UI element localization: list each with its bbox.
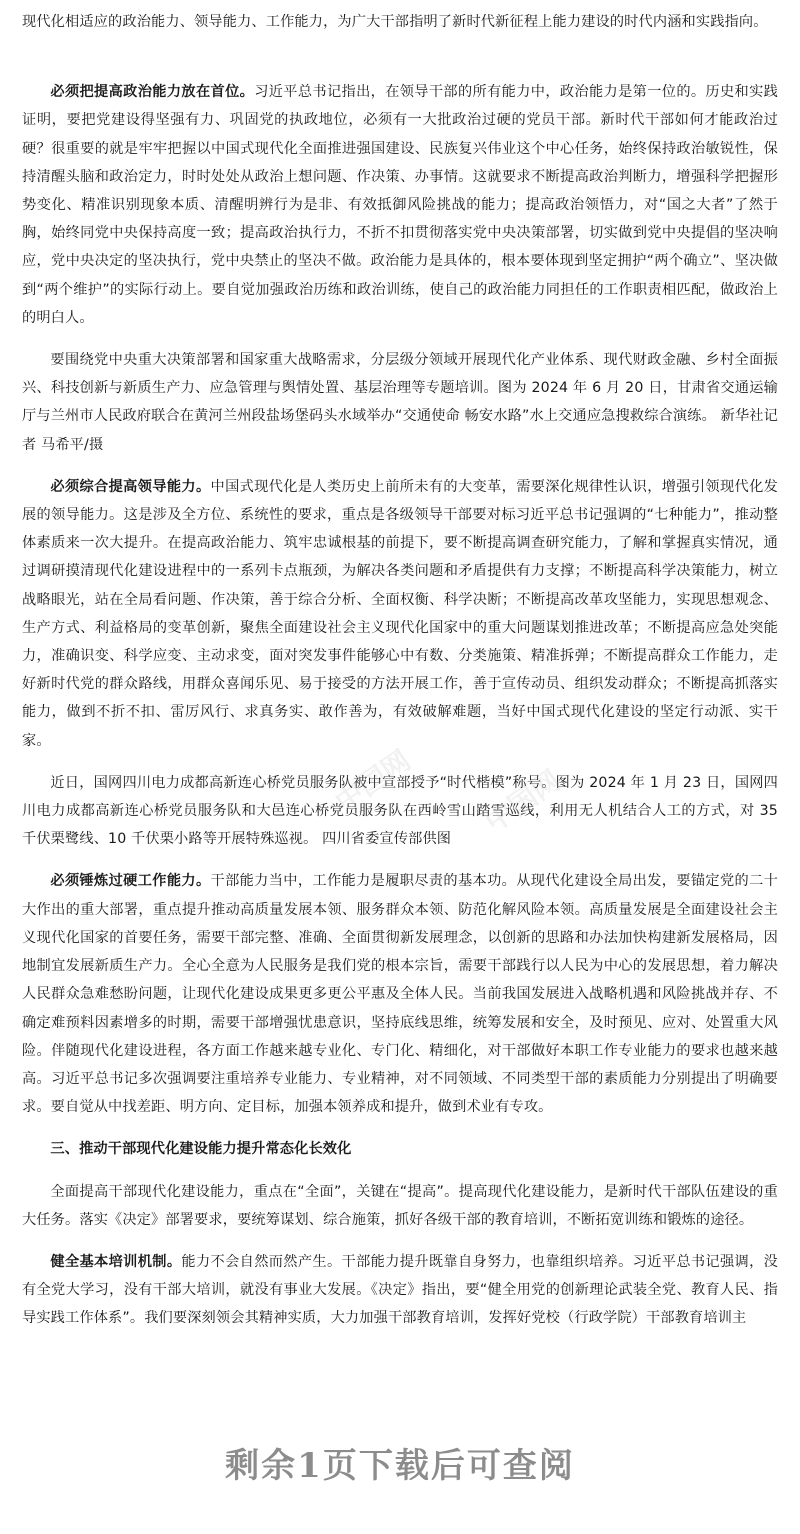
paragraph-comprehensive-improvement	[22, 1178, 778, 1234]
paragraph-text: 干部能力当中，工作能力是履职尽责的基本功。从现代化建设全局出发，要锚定党的二十大作出的重大部署，重点提升推动高质量发展本领、服务群众本领、防范化解风险本领。高质量发展是全面建设社会主义现代化国家的首要任务，需要干部完整、准确、全面贯彻新发展理念，以创新的思路和办法加快构建新发展格局，因地制宜发展新质生产力。全心全意为人民服务是我们党的根本宗旨，需要干部践行以人民为中心的发展思想，着力解决人民群众急难愁盼问题，让现代化建设成果更多更公平惠及全体人民。当前我国发展进入战略机遇和风险挑战并存、不确定难预料因素增多的时期，需要干部增强忧患意识，坚持底线思维，统筹发展和安全，及时预见、应对、处置重大风险。伴随现代化建设进程，各方面工作越来越专业化、专门化、精细化，对干部做好本职工作专业能力的要求也越来越高。习近平总书记多次强调要注重培养专业能力、专业精神，对不同领域、不同类型干部的素质能力分别提出了明确要求。要自觉从中找差距、明方向、定目标，加强本领养成和提升，做到术业有专攻。	[22, 873, 778, 1116]
caption-text: 近日，国网四川电力成都高新连心桥党员服务队被中宣部授予“时代楷模”称号。图为 2024 年 1 月 23 日，国网四川电力成都高新连心桥党员服务队和大邑连心桥党员服务队在西岭雪山踏雪巡线，利用无人机结合人工的方式，对 35 千伏栗鹭线、10 千伏栗小路等开展特殊巡视。 四川省委宣传部供图	[22, 774, 778, 848]
watermark-logo: 中国网	[328, 743, 417, 819]
paragraph-text: 能力不会自然而然产生。干部能力提升既靠自身努力，也靠组织培养。习近平总书记强调，没有全党大学习，没有干部大培训，就没有事业大发展。《决定》指出，要“健全用党的创新理论武装全党、教育人民、指导实践工作体系”。我们要深刻领会其精神实质，大力加强干部教育培训，发挥好党校（行政学院）干部教育培训主	[22, 1253, 778, 1327]
watermark-logo: 中国网	[478, 763, 567, 839]
article-body	[22, 8, 778, 1333]
photo-caption-sichuan	[22, 769, 778, 854]
paragraph-text: 习近平总书记指出，在领导干部的所有能力中，政治能力是第一位的。历史和实践证明，要把党建设得坚强有力、巩固党的执政地位，必须有一大批政治过硬的党员干部。新时代干部如何才能政治过硬？很重要的就是牢牢把握以中国式现代化全面推进强国建设、民族复兴伟业这个中心任务，始终保持政治敏锐性，保持清醒头脑和政治定力，时时处处从政治上想问题、作决策、办事情。这就要求不断提高政治判断力，增强科学把握形势变化、精准识别现象本质、清醒明辨行为是非、有效抵御风险挑战的能力；提高政治领悟力，对“国之大者”了然于胸，始终同党中央保持高度一致；提高政治执行力，不折不扣贯彻落实党中央决策部署，切实做到党中央提倡的坚决响应，党中央决定的坚决执行，党中央禁止的坚决不做。政治能力是具体的，根本要体现到坚定拥护“两个确立”、坚决做到“两个维护”的实际行动上。要自觉加强政治历练和政治训练，使自己的政治能力同担任的工作职责相匹配，做政治上的明白人。	[22, 84, 778, 326]
paragraph-intro-tail: 现代化相适应的政治能力、领导能力、工作能力，为广大干部指明了新时代新征程上能力建设的时代内涵和实践指向。	[22, 14, 768, 30]
paragraph-lead: 必须把提高政治能力放在首位。	[50, 84, 255, 101]
paragraph-leadership-ability	[22, 473, 778, 755]
paragraph-lead: 健全基本培训机制。	[50, 1253, 182, 1270]
paragraph-text: 中国式现代化是人类历史上前所未有的大变革，需要深化规律性认识，增强引领现代化发展的领导能力。这是涉及全方位、系统性的要求，重点是各级领导干部要对标习近平总书记强调的“七种能力”，推动整体素质来一次大提升。在提高政治能力、筑牢忠诚根基的前提下，要不断提高调查研究能力，了解和掌握真实情况，通过调研摸清现代化建设进程中的一系列卡点瓶颈，为解决各类问题和矛盾提供有力支撑；不断提高科学决策能力，树立战略眼光，站在全局看问题、作决策，善于综合分析、全面权衡、科学决断；不断提高改革攻坚能力，实现思想观念、生产方式、利益格局的变革创新，聚焦全面建设社会主义现代化国家中的重大问题谋划推进改革；不断提高应急处突能力，准确识变、科学应变、主动求变，面对突发事件能够心中有数、分类施策、精准拆弹；不断提高群众工作能力，走好新时代党的群众路线，用群众喜闻乐见、易于接受的方法开展工作，善于宣传动员、组织发动群众；不断提高抓落实能力，做到不折不扣、雷厉风行、求真务实、敢作善为，有效破解难题，当好中国式现代化建设的坚定行动派、实干家。	[22, 478, 778, 749]
caption-text: 要围绕党中央重大决策部署和国家重大战略需求，分层级分领域开展现代化产业体系、现代财政金融、乡村全面振兴、科技创新与新质生产力、应急管理与舆情处置、基层治理等专题培训。图为 2024 年 6 月 20 日，甘肃省交通运输厅与兰州市人民政府联合在黄河兰州段盐场堡码头水域举办“交通使命 畅安水路”水上交通应急搜救综合演练。 新华社记者 马希平/摄	[22, 352, 778, 453]
section-heading: 三、推动干部现代化建设能力提升常态化长效化	[50, 1141, 352, 1158]
paragraph-political-ability	[22, 78, 778, 332]
paragraph-work-ability	[22, 867, 778, 1121]
paragraph-lead: 必须综合提高领导能力。	[50, 478, 211, 495]
download-to-view-label[interactable]: 下载后可查阅	[358, 1446, 575, 1486]
paragraph-training-mechanism	[22, 1248, 778, 1333]
paragraph-text: 全面提高干部现代化建设能力，重点在“全面”，关键在“提高”。提高现代化建设能力，是新时代干部队伍建设的重大任务。落实《决定》部署要求，要统筹谋划、综合施策，抓好各级干部的教育培训，不断拓宽训练和锻炼的途径。	[22, 1183, 778, 1228]
paragraph-lead: 必须锤炼过硬工作能力。	[50, 873, 211, 890]
download-banner[interactable]	[0, 1438, 800, 1487]
photo-caption-gansu	[22, 346, 778, 459]
remaining-pages-label: 剩余1页	[225, 1446, 359, 1486]
